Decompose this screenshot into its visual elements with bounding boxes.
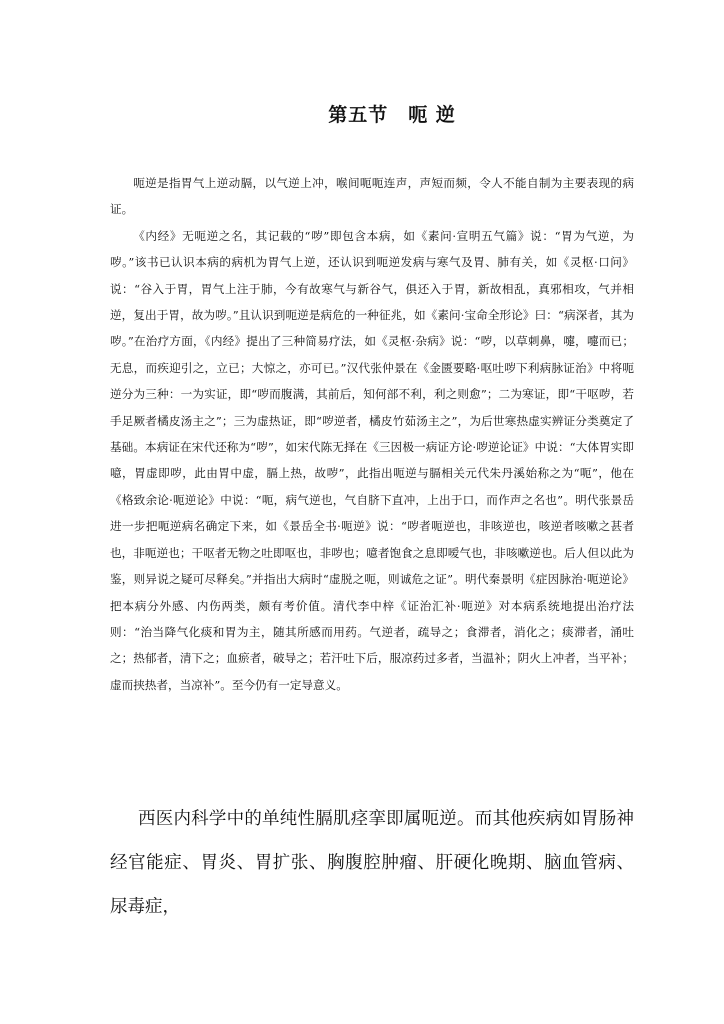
paragraph-definition: 呃逆是指胃气上逆动膈，以气逆上冲，喉间呃呃连声，声短而频，令人不能自制为主要表现的病证。 (110, 176, 634, 217)
section-title: 第五节 呃 逆 (328, 104, 456, 126)
large-text-block (110, 797, 634, 929)
paragraph-history: 《内经》无呃逆之名，其记载的“哕”即包含本病，如《素问·宣明五气篇》说：“胃为气逆，为哕。”该书已认识本病的病机为胃气上逆，还认识到呃逆发病与寒气及胃、肺有关，如《灵枢·口问》说：“谷入于胃，胃气上注于肺，今有故寒气与新谷气，俱还入于胃，新故相乱，真邪相攻，气并相逆，复出于胃，故为哕。”且认识到呃逆是病危的一种征兆，如《素问·宝命全形论》曰：“病深者，其为哕。”在治疗方面，《内经》提出了三种简易疗法，如《灵枢·杂病》说：“哕，以草刺鼻，嚏，嚏而已；无息，而疾迎引之，立已；大惊之，亦可已。”汉代张仲景在《金匮要略·呕吐哕下利病脉证治》中将呃逆分为三种：一为实证，即“哕而腹满，其前后，知何部不利，利之则愈”；二为寒证，即“干呕哕，若手足厥者橘皮汤主之”；三为虚热证，即“哕逆者，橘皮竹茹汤主之”，为后世寒热虚实辨证分类奠定了基础。本病证在宋代还称为“哕”，如宋代陈无择在《三因极一病证方论·哕逆论证》中说：“大体胃实即噫，胃虚即哕，此由胃中虚，膈上热，故哕”，此指出呃逆与膈相关元代朱丹溪始称之为“呃”，他在《格致余论·呃逆论》中说：“呃，病气逆也，气自脐下直冲，上出于口，而作声之名也”。明代张景岳进一步把呃逆病名确定下来，如《景岳全书·呃逆》说：“哕者呃逆也，非咳逆也，咳逆者咳嗽之甚者也，非呃逆也；干呕者无物之吐即呕也，非哕也；噫者饱食之息即嗳气也，非咳嗽逆也。后人但以此为鉴，则异说之疑可尽释矣。”并指出大病时“虚脱之呃，则诚危之证”。明代秦景明《症因脉治·呃逆论》把本病分外感、内伤两类，颇有考价值。清代李中梓《证治汇补·呃逆》对本病系统地提出治疗法则：“治当降气化痰和胃为主，随其所感而用药。气逆者，疏导之；食滞者，消化之；痰滞者，涌吐之；热郁者，清下之；血瘀者，破导之；若汗吐下后，服凉药过多者，当温补；阴火上冲者，当平补；虚而挟热者，当凉补”。至今仍有一定导意义。 (110, 228, 634, 692)
paragraph-western-medicine: 西医内科学中的单纯性膈肌痉挛即属呃逆。而其他疾病如胃肠神经官能症、胃炎、胃扩张、胸腹腔肿瘤、肝硬化晚期、脑血管病、尿毒症， (110, 809, 634, 917)
body-text (110, 170, 634, 698)
